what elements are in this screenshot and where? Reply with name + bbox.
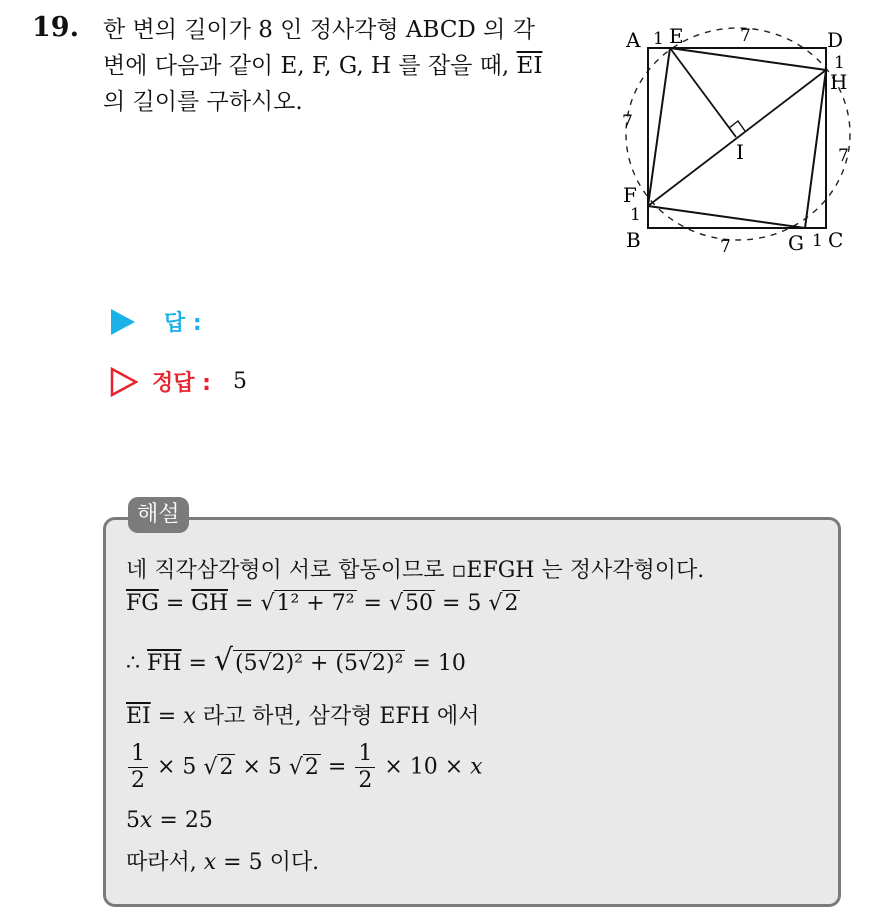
length-fa: 7 — [622, 112, 633, 132]
filled-arrow-icon — [110, 308, 136, 336]
length-ed: 7 — [740, 26, 751, 46]
solution-line-1: 네 직각삼각형이 서로 합동이므로 ▫EFGH 는 정사각형이다. — [126, 558, 705, 583]
label-a: A — [626, 28, 641, 52]
correct-answer-label: 정답 : — [152, 371, 211, 396]
label-c: C — [828, 228, 844, 252]
label-d: D — [827, 28, 844, 52]
length-dh: 1 — [834, 53, 845, 73]
length-bf: 1 — [630, 205, 641, 225]
question-line-1: 한 변의 길이가 8 인 정사각형 ABCD 의 각 — [103, 17, 535, 43]
segment-ei: $\overline{EI}$ — [516, 53, 543, 79]
solution-tag: 해설 — [128, 497, 189, 533]
square-diagram — [612, 22, 852, 258]
solution-line-3: ∴ $\overline{FH} = √(5√2)^2 + (5√2)^2 = 10$ — [126, 643, 466, 678]
length-cg: 1 — [812, 231, 823, 251]
correct-answer-row — [110, 366, 247, 397]
answer-label: 답 : — [164, 311, 202, 336]
label-i: I — [736, 140, 744, 164]
label-f: F — [623, 183, 637, 207]
segment-ei-line — [670, 48, 736, 137]
correct-answer-value: 5 — [232, 369, 247, 394]
solution-line-4: $\overline{EI} = x$ 라고 하면, 삼각형 EFH 에서 — [126, 704, 480, 729]
question-number: 19. — [32, 12, 79, 43]
question-text — [103, 12, 593, 120]
solution-line-6: 5x = 25 — [126, 808, 213, 833]
question-line-2: 변에 다음과 같이 E, F, G, H 를 잡을 때, $\overline{EI}$ — [103, 53, 543, 79]
label-e: E — [669, 24, 684, 48]
question-line-3: 의 길이를 구하시오. — [103, 89, 303, 115]
solution-line-5: $\frac{1}{2}$ × 5 √2 × 5 √2 = $\frac{1}{2}$ × 10 × x — [126, 741, 483, 794]
solution-line-2: $\overline{FG} = \overline{GH} = √1^2 + 7^2 = √50 = 5$ √2 — [126, 591, 519, 616]
label-b: B — [626, 228, 641, 252]
length-hc: 7 — [838, 146, 849, 166]
answer-row — [110, 306, 202, 337]
solution-line-7: 따라서, x = 5 이다. — [126, 850, 320, 875]
length-gb: 7 — [720, 237, 731, 257]
length-ae: 1 — [653, 29, 664, 49]
label-g: G — [788, 231, 804, 255]
diagonal-fh — [648, 70, 826, 206]
label-h: H — [830, 70, 848, 94]
outline-arrow-icon — [110, 367, 138, 397]
